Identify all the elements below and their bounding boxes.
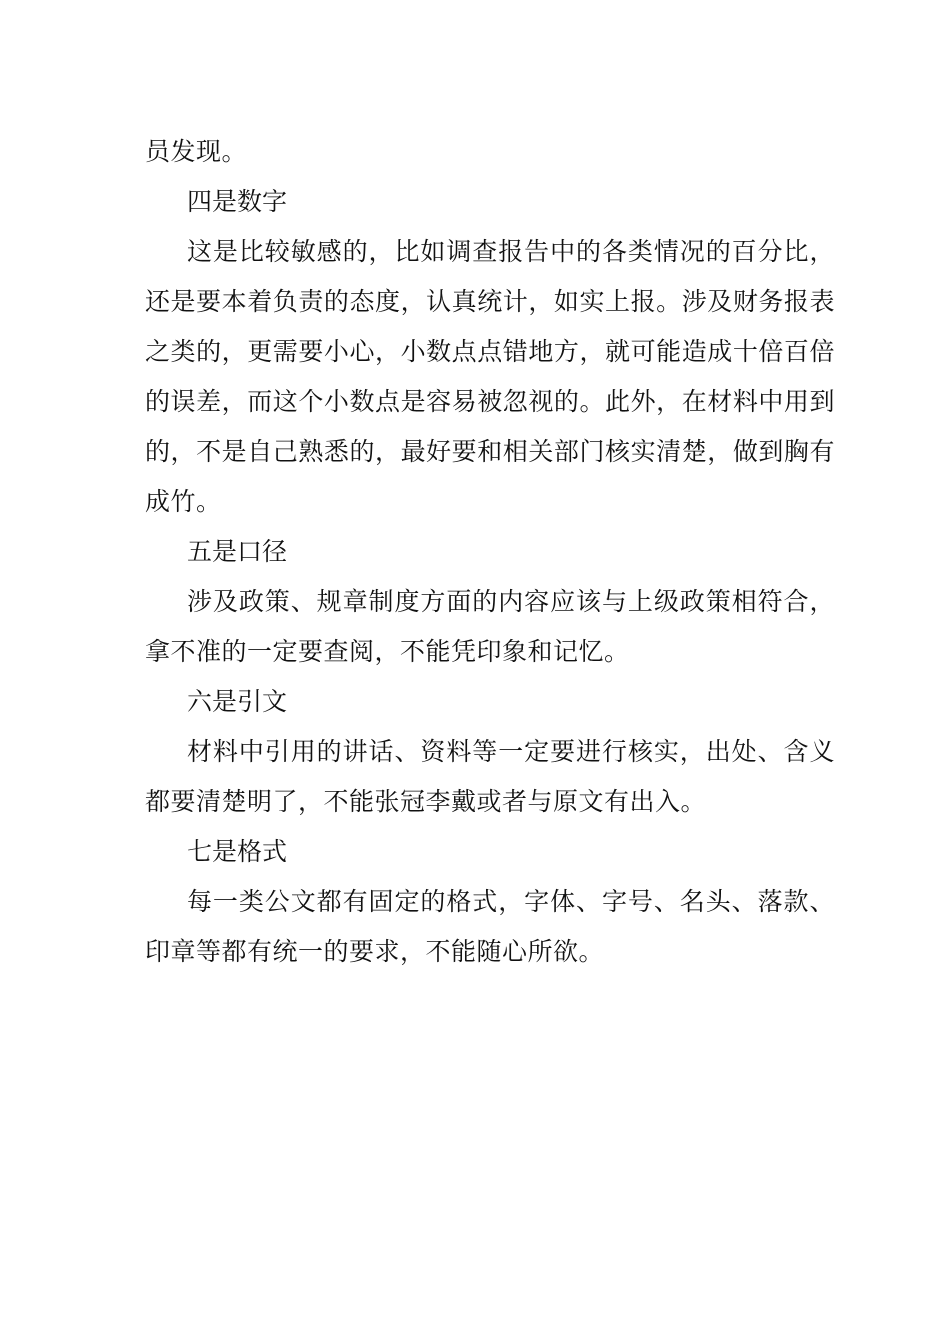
paragraph-format: 每一类公文都有固定的格式，字体、字号、名头、落款、印章等都有统一的要求，不能随心所欲。 [145,887,835,966]
paragraph-numbers: 这是比较敏感的，比如调查报告中的各类情况的百分比，还是要本着负责的态度，认真统计，如实上报。涉及财务报表之类的，更需要小心，小数点点错地方，就可能造成十倍百倍的误差，而这个小数点是容易被忽视的。此外，在材料中用到的，不是自己熟悉的，最好要和相关部门核实清楚，做到胸有成竹。 [145,237,835,516]
section-heading-terminology: 五是口径 [187,537,288,566]
paragraph-continuation: 员发现。 [145,137,248,166]
paragraph-terminology: 涉及政策、规章制度方面的内容应该与上级政策相符合，拿不准的一定要查阅，不能凭印象和记忆。 [145,587,835,666]
section-heading-format: 七是格式 [187,837,288,866]
section-heading-numbers: 四是数字 [187,187,288,216]
document-page [145,127,835,977]
paragraph-citations: 材料中引用的讲话、资料等一定要进行核实，出处、含义都要清楚明了，不能张冠李戴或者与原文有出入。 [145,737,835,816]
section-heading-citations: 六是引文 [187,687,288,716]
